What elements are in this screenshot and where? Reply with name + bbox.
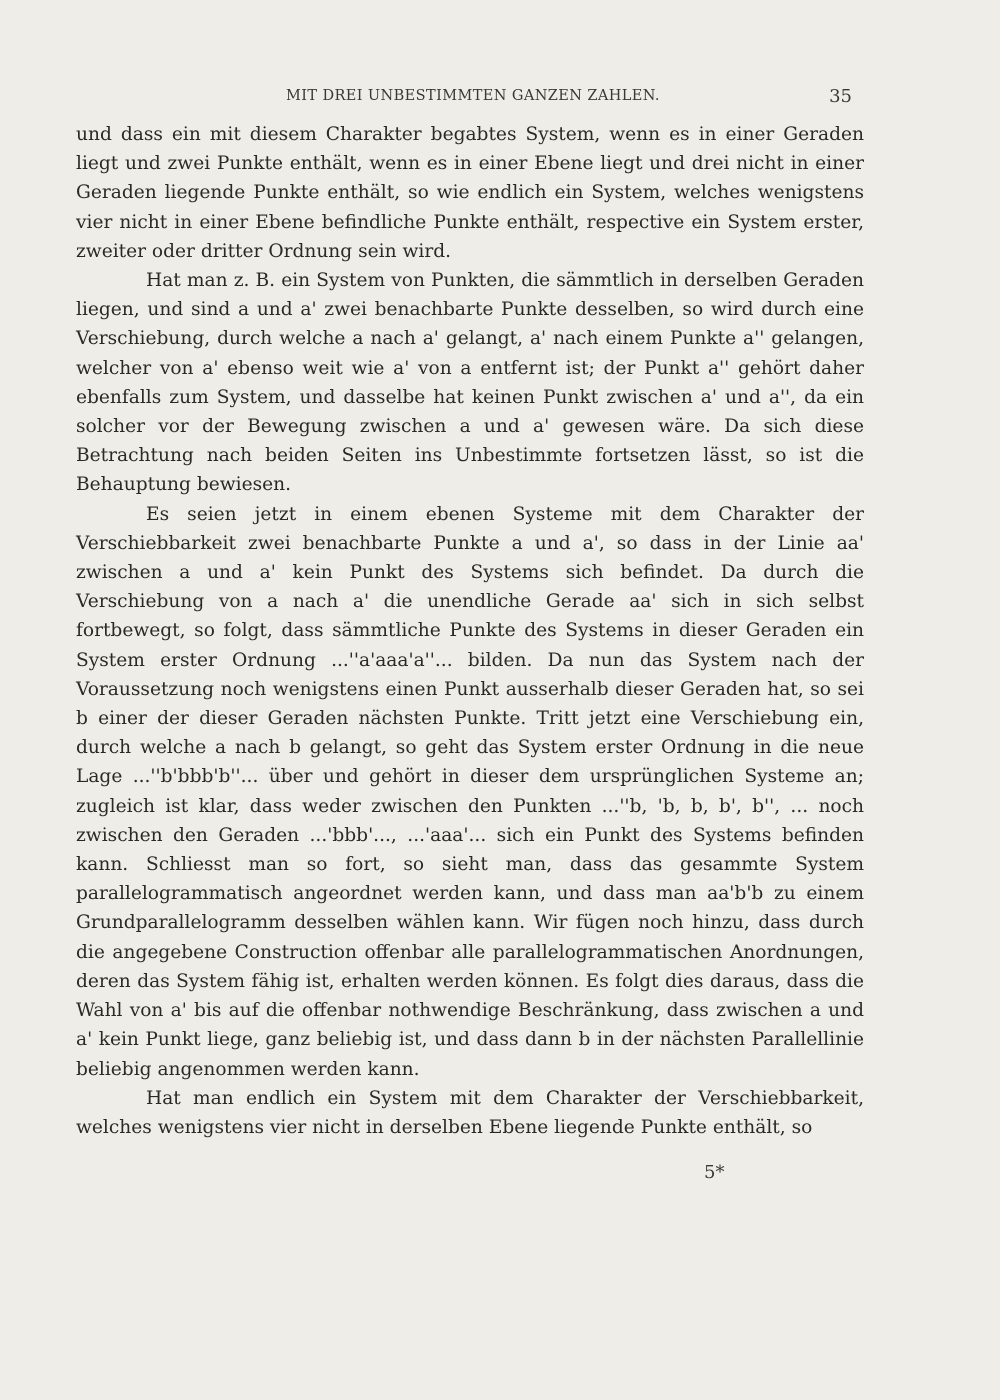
paragraph-1: und dass ein mit diesem Charakter begabtes System, wenn es in einer Geraden liegt und zwei Punkte enthält, wenn es in einer Ebene liegt und drei nicht in einer Geraden liegende Punkte enthält, so wie endlich ein System, welches wenigstens vier nicht in einer Ebene befindliche Punkte enthält, respective ein System erster, zweiter oder dritter Ordnung sein wird. <box>76 124 864 262</box>
paragraph-4: Hat man endlich ein System mit dem Charakter der Verschiebbarkeit, welches wenigstens vier nicht in derselben Ebene liegende Punkte enthält, so <box>76 1087 864 1138</box>
paragraph-2: Hat man z. B. ein System von Punkten, die sämmtlich in derselben Geraden liegen, und sind a und a' zwei benachbarte Punkte desselben, so wird durch eine Verschiebung, durch welche a nach a' gelangt, a' nach einem Punkte a'' gelangen, welcher von a' ebenso weit wie a' von a entfernt ist; der Punkt a'' gehört daher ebenfalls zum System, und dasselbe hat keinen Punkt zwischen a' und a'', da ein solcher vor der Bewegung zwischen a und a' gewesen wäre. Da sich diese Betrachtung nach beiden Seiten ins Unbestimmte fortsetzen lässt, so ist die Behauptung bewiesen. <box>76 270 864 496</box>
paragraph-3: Es seien jetzt in einem ebenen Systeme mit dem Charakter der Verschiebbarkeit zwei benachbarte Punkte a und a', so dass in der Linie aa' zwischen a und a' kein Punkt des Systems sich befindet. Da durch die Verschiebung von a nach a' die unendliche Gerade aa' sich in sich selbst fortbewegt, so folgt, dass sämmtliche Punkte des Systems in dieser Geraden ein System erster Ordnung ...''a'aaa'a''... bilden. Da nun das System nach der Voraussetzung noch wenigstens einen Punkt ausserhalb dieser Geraden hat, so sei b einer der dieser Geraden nächsten Punkte. Tritt jetzt eine Verschiebung ein, durch welche a nach b gelangt, so geht das System erster Ordnung in die neue Lage ...''b'bbb'b''... über und gehört in dieser dem ursprünglichen Systeme an; zugleich ist klar, dass weder zwischen den Punkten ...''b, 'b, b, b', b'', ... noch zwischen den Geraden ...'bbb'..., ...'aaa'... sich ein Punkt des Systems befinden kann. Schliesst man so fort, so sieht man, dass das gesammte System parallelogrammatisch angeordnet werden kann, und dass man aa'b'b zu einem Grundparallelogramm desselben wählen kann. Wir fügen noch hinzu, dass durch die angegebene Construction offenbar alle parallelogrammatischen Anordnungen, deren das System fähig ist, erhalten werden können. Es folgt dies daraus, dass die Wahl von a' bis auf die offenbar nothwendige Beschränkung, dass zwischen a und a' kein Punkt liege, ganz beliebig ist, und dass dann b in der nächsten Parallellinie beliebig angenommen werden kann. <box>76 503 864 1080</box>
running-title: MIT DREI UNBESTIMMTEN GANZEN ZAHLEN. <box>286 88 660 104</box>
body-text <box>76 120 864 1142</box>
signature-mark: 5* <box>704 1162 725 1183</box>
page-number: 35 <box>829 86 852 107</box>
